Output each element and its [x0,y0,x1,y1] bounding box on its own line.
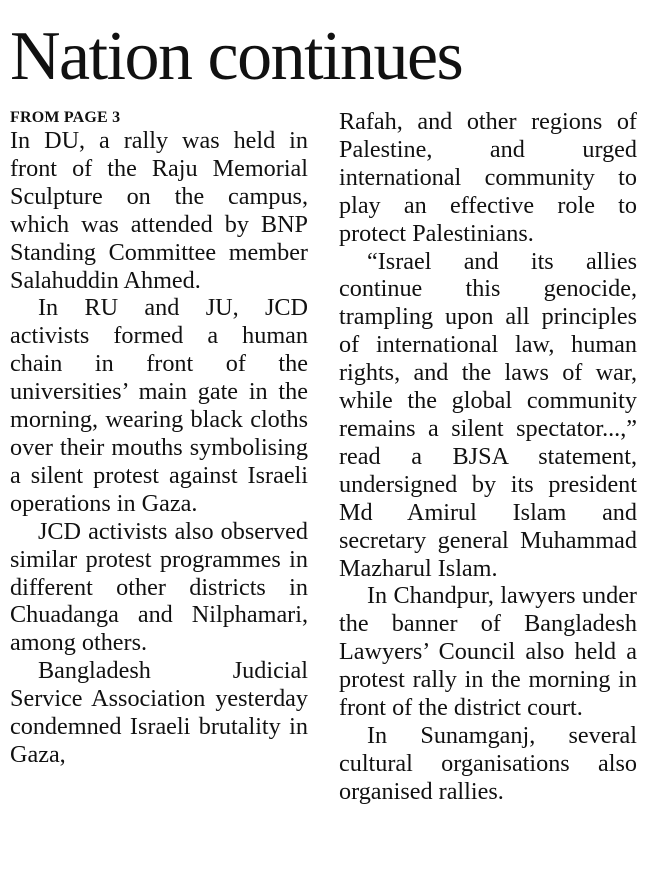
right-column-body [339,108,637,806]
left-column-body [10,127,308,769]
paragraph-sunamganj-rallies: In Sunamganj, several cultural organisations also organised rallies. [339,721,637,805]
paragraph-rafah-continued: Rafah, and other regions of Palestine, and urged international community to play an effective role to protect Palestinians. [339,108,637,247]
article-column-right [339,108,637,806]
from-page-kicker: FROM PAGE 3 [10,109,121,126]
paragraph-ru-ju-human-chain: In RU and JU, JCD activists formed a human chain in front of the universities’ main gate in the morning, wearing black cloths over their mouths symbolising a silent protest against Israeli operations in Gaza. [10,294,308,517]
paragraph-du-rally: In DU, a rally was held in front of the Raju Memorial Sculpture on the campus, which was attended by BNP Standing Committee member Salahuddin Ahmed. [10,127,308,294]
paragraph-chandpur-lawyers: In Chandpur, lawyers under the banner of Bangladesh Lawyers’ Council also held a protest rally in the morning in front of the district court. [339,582,637,722]
article-column-left [10,108,308,769]
paragraph-bjsa-statement: “Israel and its allies continue this genocide, trampling upon all principles of international law, human rights, and the laws of war, while the global community remains a silent spectator...,” read a BJSA statement, undersigned by its president Md Amirul Islam and secretary general Muhammad Mazharul Islam. [339,247,637,582]
paragraph-jcd-districts: JCD activists also observed similar protest programmes in different other districts in Chuadanga and Nilphamari, among others. [10,517,308,657]
paragraph-bjsa-condemned: Bangladesh Judicial Service Association yesterday condemned Israeli brutality in Gaza, [10,657,308,768]
headline: Nation continues [10,18,463,95]
